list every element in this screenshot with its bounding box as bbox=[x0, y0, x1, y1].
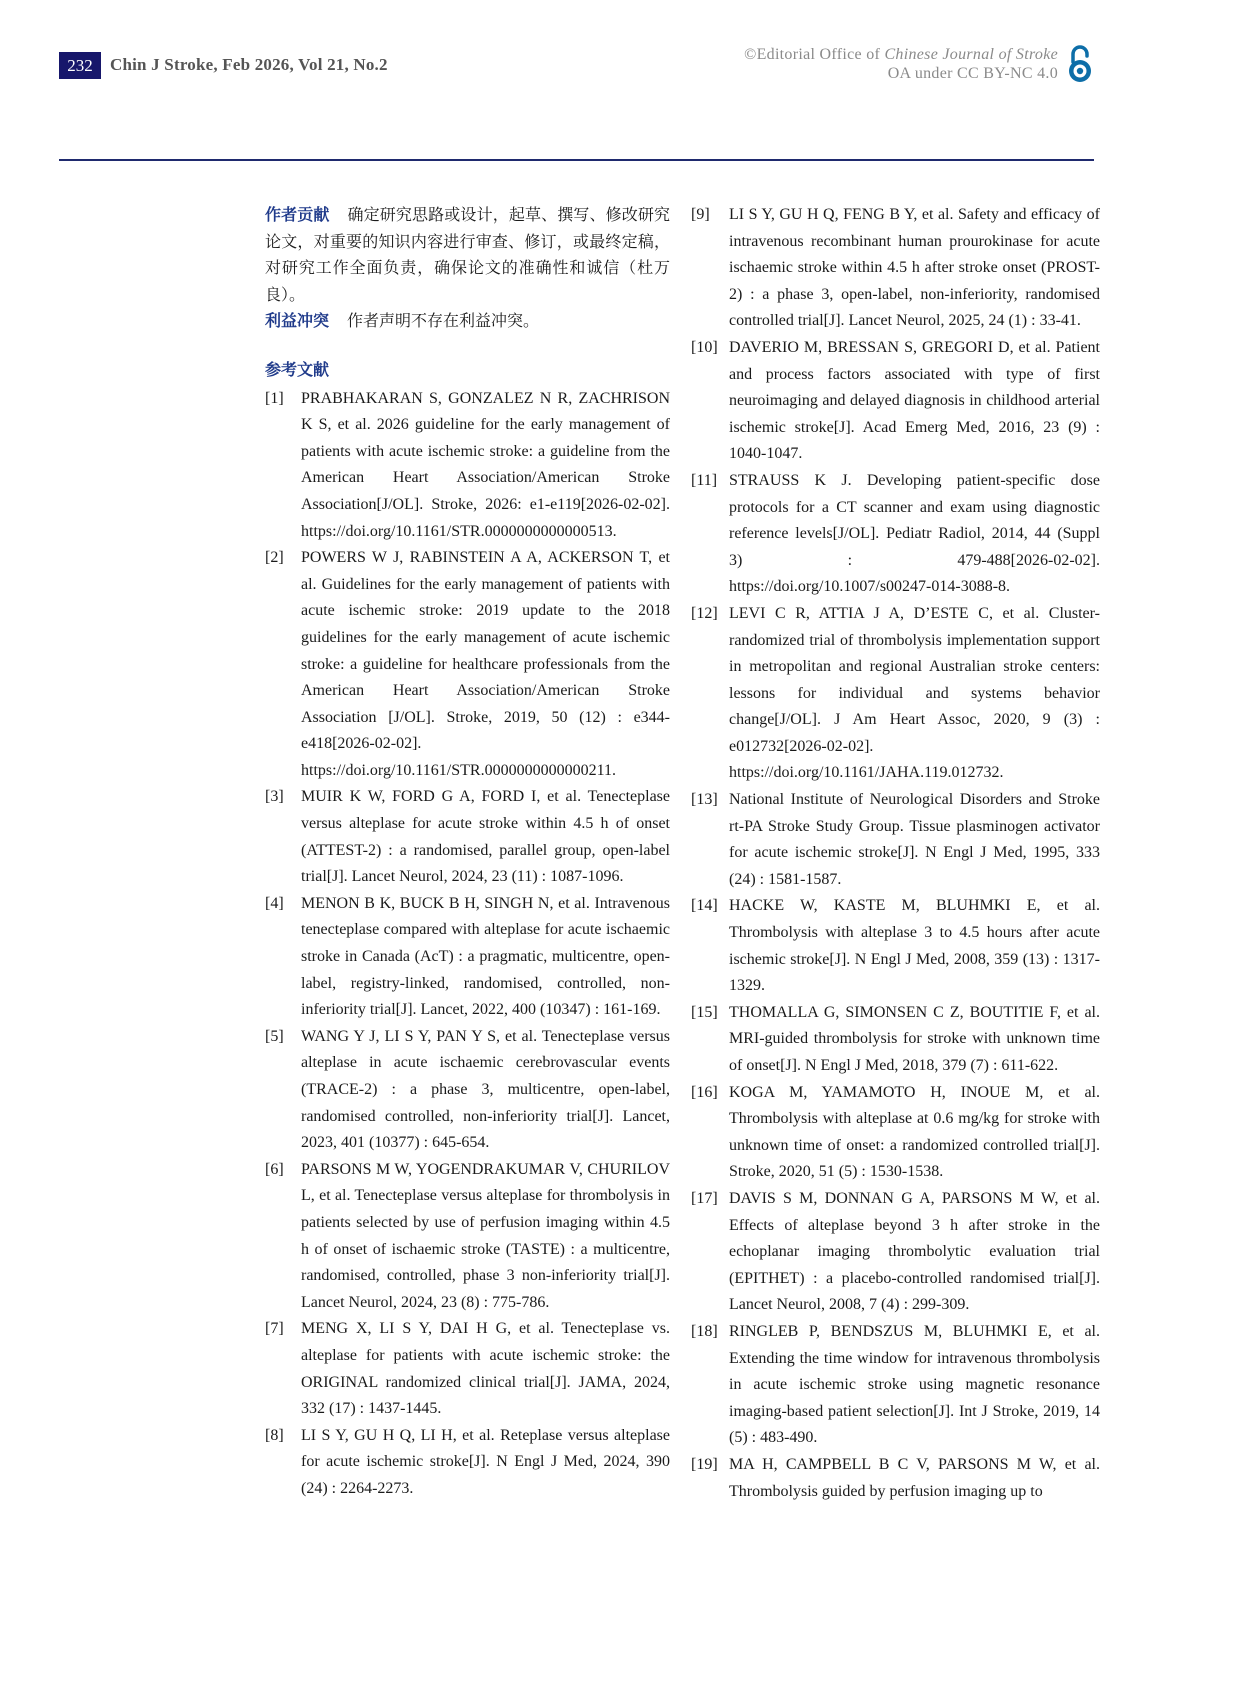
reference-item bbox=[265, 1157, 670, 1317]
reference-item bbox=[691, 1186, 1100, 1319]
reference-number: [15] bbox=[691, 1003, 718, 1021]
reference-number: [3] bbox=[265, 788, 284, 806]
journal-citation: Chin J Stroke, Feb 2026, Vol 21, No.2 bbox=[110, 55, 388, 74]
page-number: 232 bbox=[59, 52, 101, 79]
reference-number: [13] bbox=[691, 791, 718, 809]
reference-number: [8] bbox=[265, 1426, 284, 1444]
reference-number: [19] bbox=[691, 1455, 718, 1473]
reference-number: [11] bbox=[691, 471, 718, 489]
open-access-lock-icon bbox=[1067, 44, 1093, 84]
reference-text: PRABHAKARAN S, GONZALEZ N R, ZACHRISON K S, et al. 2026 guideline for the early management of patients with acute ischemic stroke: a guideline from the American Heart Association/American Stroke Association[J/OL]. Stroke, 2026: e1-e119[2026-02-02]. https://doi.org/10.1161/STR.0000000000000513. bbox=[301, 389, 670, 540]
copyright-notice bbox=[744, 45, 1058, 83]
reference-text: DAVIS S M, DONNAN G A, PARSONS M W, et al. Effects of alteplase beyond 3 h after stroke in the echoplanar imaging thrombolytic evaluation trial (EPITHET) : a placebo-controlled randomised trial[J]. Lancet Neurol, 2008, 7 (4) : 299-309. bbox=[729, 1189, 1100, 1314]
reference-item bbox=[691, 601, 1100, 787]
contribution-label: 作者贡献 bbox=[265, 205, 330, 224]
reference-text: DAVERIO M, BRESSAN S, GREGORI D, et al. Patient and process factors associated with type of first neuroimaging and delayed diagnosis in childhood arterial ischemic stroke[J]. Acad Emerg Med, 2016, 23 (9) : 1040-1047. bbox=[729, 338, 1100, 463]
reference-item bbox=[265, 1316, 670, 1422]
reference-number: [4] bbox=[265, 894, 284, 912]
reference-text: LEVI C R, ATTIA J A, D’ESTE C, et al. Cluster-randomized trial of thrombolysis implementation support in metropolitan and regional Australian stroke centers: lessons for individual and systems behavior change[J/OL]. J Am Heart Assoc, 2020, 9 (3) : e012732[2026-02-02]. https://doi.org/10.1161/JAHA.119.012732. bbox=[729, 604, 1100, 782]
reference-item bbox=[691, 1319, 1100, 1452]
license-line: OA under CC BY-NC 4.0 bbox=[887, 65, 1058, 82]
reference-text: National Institute of Neurological Disorders and Stroke rt-PA Stroke Study Group. Tissue plasminogen activator for acute ischemic stroke[J]. N Engl J Med, 1995, 333 (24) : 1581-1587. bbox=[729, 791, 1100, 888]
reference-number: [17] bbox=[691, 1189, 718, 1207]
reference-text: RINGLEB P, BENDSZUS M, BLUHMKI E, et al. Extending the time window for intravenous thrombolysis in acute ischemic stroke using magnetic resonance imaging-based patient selection[J]. Int J Stroke, 2019, 14 (5) : 483-490. bbox=[729, 1322, 1100, 1447]
reference-text: MENG X, LI S Y, DAI H G, et al. Tenecteplase vs. alteplase for patients with acute ischemic stroke: the ORIGINAL randomized clinical trial[J]. JAMA, 2024, 332 (17) : 1437-1445. bbox=[301, 1320, 670, 1418]
author-contribution bbox=[265, 202, 670, 308]
reference-number: [2] bbox=[265, 549, 284, 567]
reference-item bbox=[691, 1452, 1100, 1505]
reference-number: [7] bbox=[265, 1320, 284, 1338]
copyright-journal: Chinese Journal of Stroke bbox=[884, 46, 1058, 63]
reference-item bbox=[691, 893, 1100, 999]
reference-text: PARSONS M W, YOGENDRAKUMAR V, CHURILOV L, et al. Tenecteplase versus alteplase for thrombolysis in patients selected by use of perfusion imaging within 4.5 h of onset of ischaemic stroke (TASTE) : a multicentre, randomised, controlled, phase 3 non-inferiority trial[J]. Lancet Neurol, 2024, 23 (8) : 775-786. bbox=[301, 1160, 670, 1311]
reference-item bbox=[265, 1423, 670, 1503]
reference-text: MA H, CAMPBELL B C V, PARSONS M W, et al. Thrombolysis guided by perfusion imaging up to bbox=[729, 1455, 1100, 1500]
reference-text: LI S Y, GU H Q, FENG B Y, et al. Safety and efficacy of intravenous recombinant human prourokinase for acute ischaemic stroke within 4.5 h after stroke onset (PROST-2) : a phase 3, open-label, non-inferiority, randomised controlled trial[J]. Lancet Neurol, 2025, 24 (1) : 33-41. bbox=[729, 206, 1100, 330]
conflict-statement bbox=[265, 308, 670, 335]
reference-number: [16] bbox=[691, 1083, 718, 1101]
reference-number: [12] bbox=[691, 604, 718, 622]
reference-number: [9] bbox=[691, 206, 710, 223]
left-column bbox=[265, 202, 670, 1503]
reference-text: KOGA M, YAMAMOTO H, INOUE M, et al. Thrombolysis with alteplase at 0.6 mg/kg for stroke with unknown time of onset: a randomized controlled trial[J]. Stroke, 2020, 51 (5) : 1530-1538. bbox=[729, 1083, 1100, 1181]
reference-text: LI S Y, GU H Q, LI H, et al. Reteplase versus alteplase for acute ischemic stroke[J]. N Engl J Med, 2024, 390 (24) : 2264-2273. bbox=[301, 1426, 670, 1497]
reference-number: [10] bbox=[691, 338, 718, 356]
conflict-text: 作者声明不存在利益冲突。 bbox=[347, 311, 540, 331]
reference-item bbox=[265, 545, 670, 784]
reference-text: MUIR K W, FORD G A, FORD I, et al. Tenecteplase versus alteplase for acute stroke within 4.5 h of onset (ATTEST-2) : a randomised, parallel group, open-label trial[J]. Lancet Neurol, 2024, 23 (11) : 1087-1096. bbox=[301, 788, 670, 886]
reference-item bbox=[265, 1024, 670, 1157]
reference-number: [18] bbox=[691, 1322, 718, 1340]
reference-number: [6] bbox=[265, 1160, 284, 1178]
conflict-label: 利益冲突 bbox=[265, 311, 330, 331]
reference-number: [14] bbox=[691, 897, 718, 915]
reference-text: POWERS W J, RABINSTEIN A A, ACKERSON T, et al. Guidelines for the early management of patients with acute ischemic stroke: 2019 update to the 2018 guidelines for the early management of acute ischemic stroke: a guideline for healthcare professionals from the American Heart Association/American Stroke Association [J/OL]. Stroke, 2019, 50 (12) : e344-e418[2026-02-02]. https://doi.org/10.1161/STR.0000000000000211. bbox=[301, 549, 670, 779]
reference-item bbox=[691, 787, 1100, 893]
contribution-text: 确定研究思路或设计，起草、撰写、修改研究论文，对重要的知识内容进行审查、修订，或最终定稿，对研究工作全面负责，确保论文的准确性和诚信（杜万良）。 bbox=[265, 205, 670, 304]
reference-text: HACKE W, KASTE M, BLUHMKI E, et al. Thrombolysis with alteplase 3 to 4.5 hours after acute ischemic stroke[J]. N Engl J Med, 2008, 359 (13) : 1317-1329. bbox=[729, 897, 1100, 995]
reference-number: [5] bbox=[265, 1027, 284, 1045]
reference-item bbox=[265, 784, 670, 890]
reference-item bbox=[691, 202, 1100, 335]
reference-item bbox=[265, 891, 670, 1024]
reference-item bbox=[691, 1080, 1100, 1186]
copyright-prefix: ©Editorial Office of bbox=[744, 46, 885, 63]
references-heading: 参考文献 bbox=[265, 359, 330, 379]
reference-text: MENON B K, BUCK B H, SINGH N, et al. Intravenous tenecteplase compared with alteplase for acute ischaemic stroke in Canada (AcT) : a pragmatic, multicentre, open-label, registry-linked, randomised, controlled, non-inferiority trial[J]. Lancet, 2022, 400 (10347) : 161-169. bbox=[301, 894, 670, 1019]
reference-text: STRAUSS K J. Developing patient-specific dose protocols for a CT scanner and exam using diagnostic reference levels[J/OL]. Pediatr Radiol, 2014, 44 (Suppl 3) : 479-488[2026-02-02]. https://doi.org/10.1007/s00247-014-3088-8. bbox=[729, 471, 1100, 596]
reference-number: [1] bbox=[265, 389, 284, 407]
reference-item bbox=[265, 386, 670, 546]
reference-item bbox=[691, 1000, 1100, 1080]
reference-item bbox=[691, 335, 1100, 468]
copyright-line bbox=[744, 45, 1058, 64]
header-rule bbox=[59, 159, 1094, 161]
reference-text: THOMALLA G, SIMONSEN C Z, BOUTITIE F, et al. MRI-guided thrombolysis for stroke with unknown time of onset[J]. N Engl J Med, 2018, 379 (7) : 611-622. bbox=[729, 1003, 1100, 1074]
reference-text: WANG Y J, LI S Y, PAN Y S, et al. Tenecteplase versus alteplase in acute ischaemic cerebrovascular events (TRACE-2) : a phase 3, multicentre, open-label, randomised controlled, non-inferiority trial[J]. Lancet, 2023, 401 (10377) : 645-654. bbox=[301, 1027, 670, 1152]
reference-item bbox=[691, 468, 1100, 601]
right-column bbox=[691, 202, 1100, 1505]
